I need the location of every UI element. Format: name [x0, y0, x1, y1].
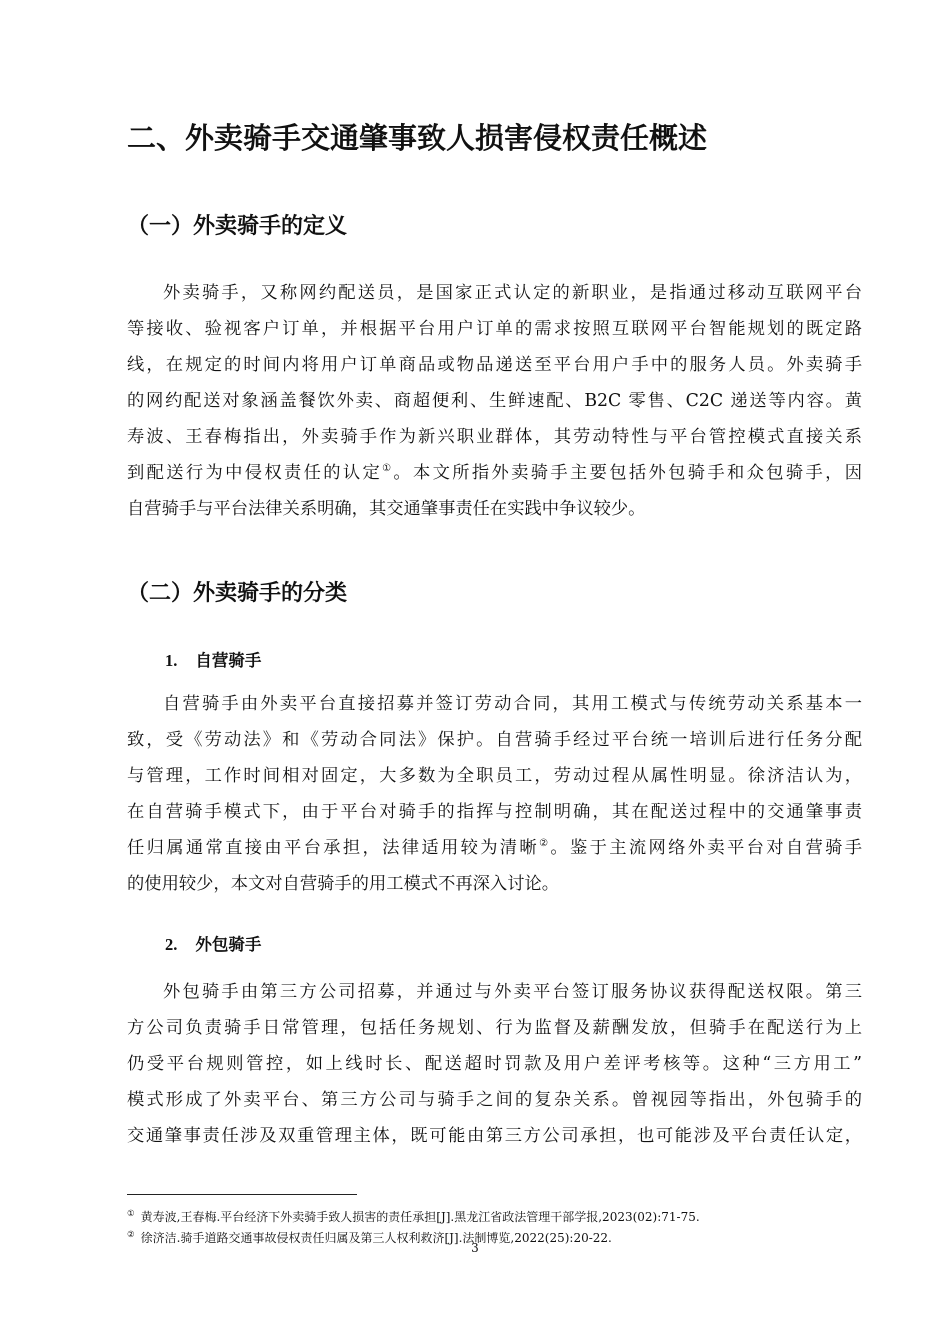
paragraph-definition: [127, 275, 862, 527]
footnote-text: 黄寿波,王春梅.平台经济下外卖骑手致人损害的责任承担[J].黑龙江省政法管理干部学报,2023(02):71-75.: [140, 1210, 700, 1224]
subsection-title-self-employed: [165, 649, 261, 673]
subsection-number: 1.: [165, 651, 178, 670]
footnote-ref-2: ②: [539, 838, 551, 850]
footnote: [127, 1205, 887, 1226]
text-line: 在自营骑手模式下，由于平台对骑手的指挥与控制明确，其在配送过程中的交通肇事责: [127, 802, 862, 822]
text-line: 方公司负责骑手日常管理，包括任务规划、行为监督及薪酬发放，但骑手在配送行为上: [127, 1018, 862, 1038]
section-title-definition: （一）外卖骑手的定义: [127, 214, 348, 239]
text-line: 的网约配送对象涵盖餐饮外卖、商超便利、生鲜速配、B2C 零售、C2C 递送等内容。黄: [127, 391, 862, 411]
text-segment: 到配送行为中侵权责任的认定: [127, 463, 383, 483]
text-line: 交通肇事责任涉及双重管理主体，既可能由第三方公司承担，也可能涉及平台责任认定，: [127, 1126, 862, 1146]
text-segment: 任归属通常直接由平台承担，法律适用较为清晰: [127, 838, 540, 858]
text-line: 模式形成了外卖平台、第三方公司与骑手之间的复杂关系。曾视园等指出，外包骑手的: [127, 1090, 862, 1110]
footnote-mark: ②: [127, 1230, 135, 1240]
text-line: 等接收、验视客户订单，并根据平台用户订单的需求按照互联网平台智能规划的既定路: [127, 319, 862, 339]
footnote-mark: ①: [127, 1209, 135, 1219]
text-segment: 。本文所指外卖骑手主要包括外包骑手和众包骑手，因: [393, 463, 862, 483]
text-line: 自营骑手与平台法律关系明确，其交通肇事责任在实践中争议较少。: [127, 499, 646, 519]
paragraph-self-employed: [127, 686, 862, 902]
subsection-title-outsourced: [165, 933, 261, 957]
text-line: 外包骑手由第三方公司招募，并通过与外卖平台签订服务协议获得配送权限。第三: [163, 982, 862, 1002]
text-line: 致，受《劳动法》和《劳动合同法》保护。自营骑手经过平台统一培训后进行任务分配: [127, 730, 862, 750]
subsection-label: 自营骑手: [195, 651, 262, 670]
text-line: [127, 455, 862, 491]
page-number: 3: [471, 1241, 479, 1255]
chapter-title: 二、外卖骑手交通肇事致人损害侵权责任概述: [127, 121, 708, 155]
section-title-classification: （二）外卖骑手的分类: [127, 581, 348, 606]
text-line: 与管理，工作时间相对固定，大多数为全职员工，劳动过程从属性明显。徐济洁认为，: [127, 766, 862, 786]
text-line: 的使用较少，本文对自营骑手的用工模式不再深入讨论。: [127, 874, 560, 894]
footnote-ref-1: ①: [382, 463, 394, 475]
subsection-label: 外包骑手: [195, 935, 262, 954]
text-line: 仍受平台规则管控，如上线时长、配送超时罚款及用户差评考核等。这种“三方用工”: [127, 1054, 862, 1074]
text-line: 自营骑手由外卖平台直接招募并签订劳动合同，其用工模式与传统劳动关系基本一: [163, 694, 862, 714]
text-line: 线，在规定的时间内将用户订单商品或物品递送至平台用户手中的服务人员。外卖骑手: [127, 355, 862, 375]
paragraph-outsourced: [127, 974, 862, 1154]
subsection-number: 2.: [165, 935, 178, 954]
footnote-text: 徐济洁.骑手道路交通事故侵权责任归属及第三人权利救济[J].法制博览,2022(25):20-22.: [140, 1231, 612, 1245]
text-line: 外卖骑手，又称网约配送员，是国家正式认定的新职业，是指通过移动互联网平台: [163, 283, 862, 303]
text-segment: 。鉴于主流网络外卖平台对自营骑手: [550, 838, 862, 858]
text-line: [127, 830, 862, 866]
footnote-separator: [127, 1194, 357, 1195]
text-line: 寿波、王春梅指出，外卖骑手作为新兴职业群体，其劳动特性与平台管控模式直接关系: [127, 427, 862, 447]
